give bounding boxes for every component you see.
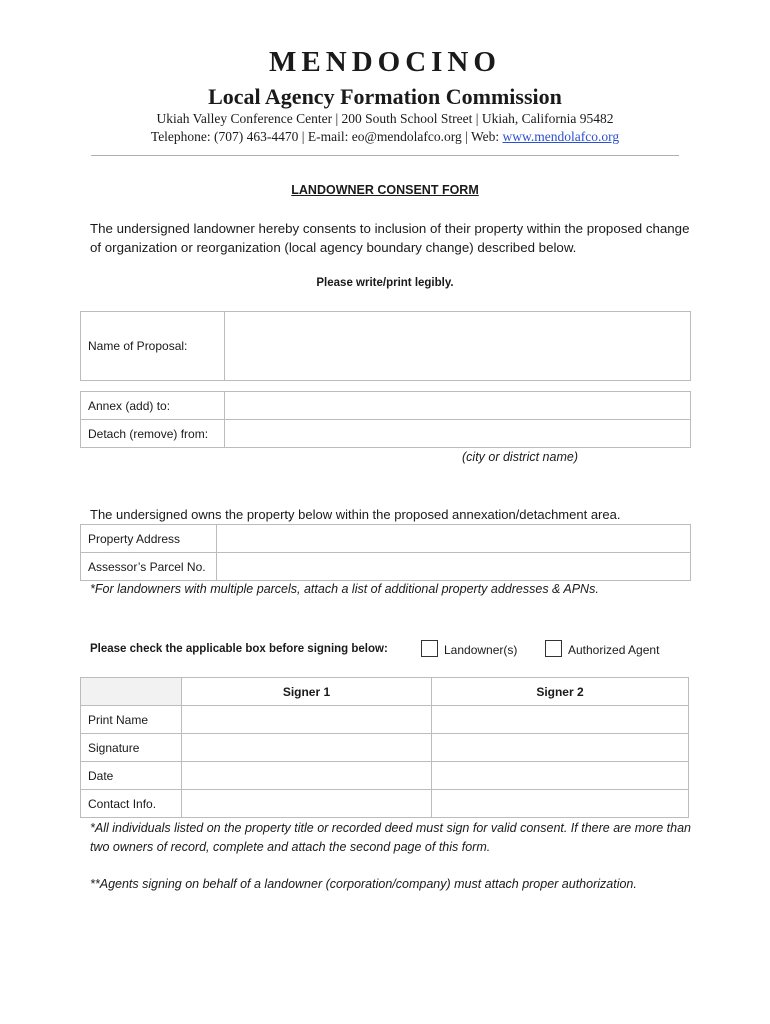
contact-info-label: Contact Info. (81, 790, 182, 818)
multiple-parcels-note: *For landowners with multiple parcels, attach a list of additional property addresses & APNs. (90, 582, 599, 596)
header-divider (91, 155, 679, 156)
signer-2-contact-field[interactable] (432, 790, 689, 818)
property-address-label: Property Address (81, 525, 217, 553)
date-label: Date (81, 762, 182, 790)
all-individuals-note: *All individuals listed on the property title or recorded deed must sign for valid consent. If there are more than two owners of record, complete and attach the second page of this form. (90, 821, 692, 854)
proposal-name-label: Name of Proposal: (81, 312, 225, 381)
consent-intro: The undersigned landowner hereby consents to inclusion of their property within the proposed change of organization or reorganization (local agency boundary change) described below. (90, 221, 690, 255)
checkbox-prompt: Please check the applicable box before signing below: (90, 643, 388, 655)
contact-line (0, 129, 770, 145)
annex-label: Annex (add) to: (81, 392, 225, 420)
signer-1-date-field[interactable] (182, 762, 432, 790)
proposal-name-field[interactable] (225, 312, 691, 381)
contact-text: Telephone: (707) 463-4470 | E-mail: eo@mendolafco.org | Web: (150, 129, 503, 144)
signer-2-header: Signer 2 (432, 678, 689, 706)
signer-1-signature-field[interactable] (182, 734, 432, 762)
apn-label: Assessor’s Parcel No. (81, 553, 217, 581)
proposal-name-table (80, 311, 691, 381)
detach-label: Detach (remove) from: (81, 420, 225, 448)
org-name: MENDOCINO (269, 46, 501, 78)
agents-note: **Agents signing on behalf of a landowner (corporation/company) must attach proper authorization. (90, 877, 637, 891)
detach-field[interactable] (225, 420, 691, 448)
authorized-agent-checkbox[interactable] (545, 640, 562, 657)
property-intro: The undersigned owns the property below within the proposed annexation/detachment area. (90, 507, 621, 522)
authorized-agent-checkbox-label: Authorized Agent (568, 643, 660, 657)
signer-2-signature-field[interactable] (432, 734, 689, 762)
form-title: LANDOWNER CONSENT FORM (291, 183, 479, 197)
print-name-label: Print Name (81, 706, 182, 734)
annex-detach-table (80, 391, 691, 448)
property-table (80, 524, 691, 581)
signer-table-corner (81, 678, 182, 706)
signer-1-contact-field[interactable] (182, 790, 432, 818)
signer-table (80, 677, 689, 818)
landowner-checkbox[interactable] (421, 640, 438, 657)
city-district-note: (city or district name) (462, 450, 578, 464)
signer-1-print-name-field[interactable] (182, 706, 432, 734)
signer-2-print-name-field[interactable] (432, 706, 689, 734)
signature-label: Signature (81, 734, 182, 762)
signer-1-header: Signer 1 (182, 678, 432, 706)
signer-2-date-field[interactable] (432, 762, 689, 790)
apn-field[interactable] (217, 553, 691, 581)
website-link[interactable]: www.mendolafco.org (502, 129, 620, 144)
commission-title: Local Agency Formation Commission (208, 84, 562, 109)
legibly-note: Please write/print legibly. (316, 277, 454, 289)
landowner-checkbox-label: Landowner(s) (444, 643, 518, 657)
address-line: Ukiah Valley Conference Center | 200 South School Street | Ukiah, California 95482 (156, 111, 614, 126)
annex-field[interactable] (225, 392, 691, 420)
property-address-field[interactable] (217, 525, 691, 553)
